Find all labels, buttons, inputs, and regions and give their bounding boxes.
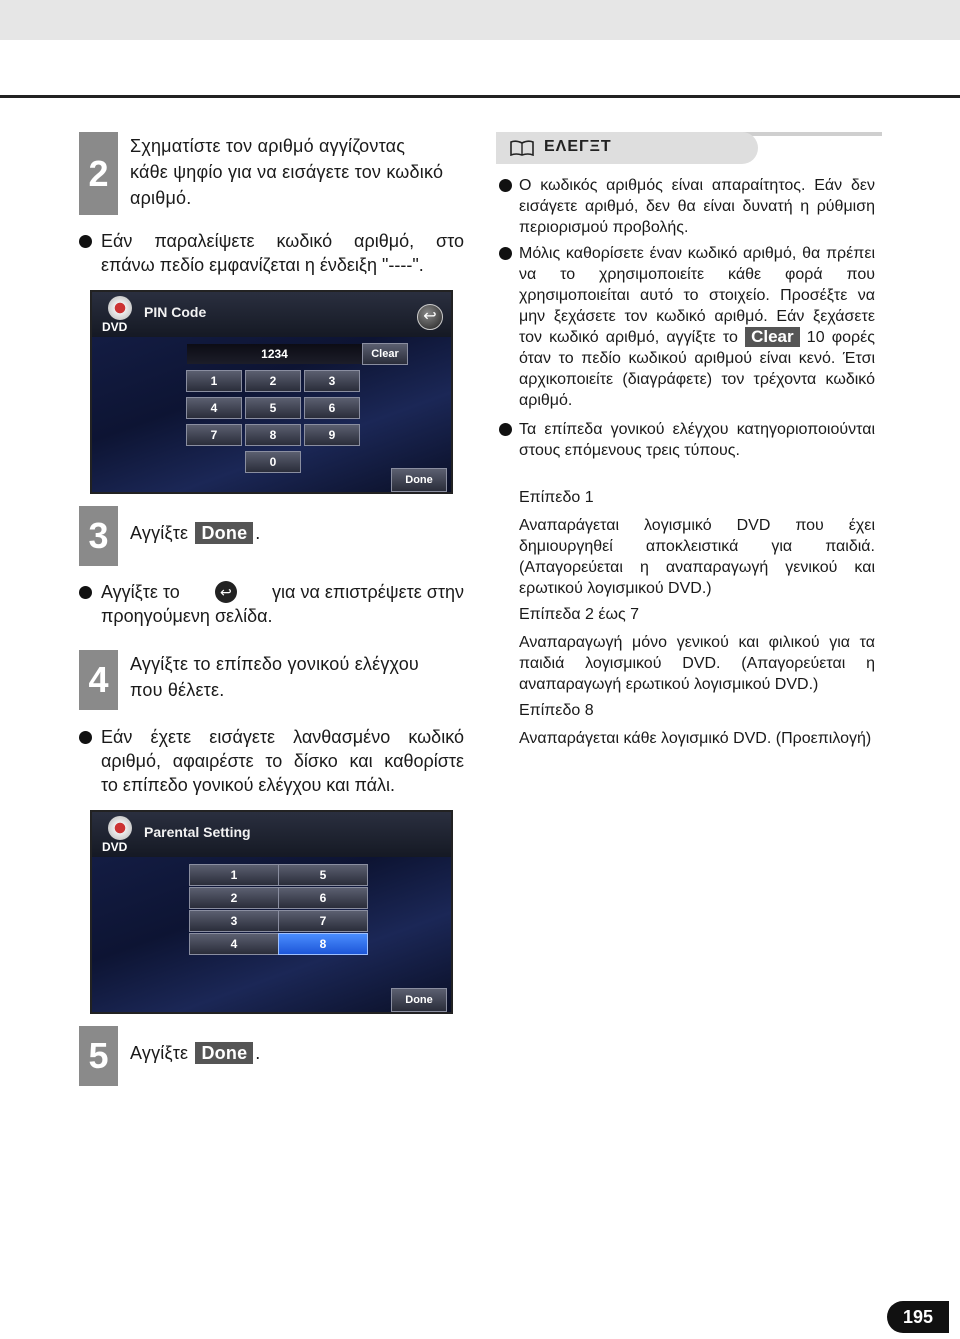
step-2-note-line-2: επάνω πεδίο εμφανίζεται η ένδειξη "----".: [101, 255, 424, 275]
step-4-line-2: που θέλετε.: [130, 680, 225, 700]
level-2-button[interactable]: 2: [189, 887, 279, 909]
step-5-text: [130, 1040, 261, 1066]
key-2[interactable]: 2: [245, 370, 301, 392]
header-rule: [0, 95, 960, 98]
level-1-description: Αναπαράγεται λογισμικό DVD που έχει δημιουργηθεί αποκλειστικά για παιδιά. (Απαγορεύεται η αναπαραγωγή γενικού και ερωτικού λογισμικού DVD.): [519, 517, 875, 597]
level-1-title: Επίπεδο 1: [519, 489, 594, 506]
key-0[interactable]: 0: [245, 451, 301, 473]
dvd-disc-icon: DVD: [100, 296, 140, 336]
return-arrow-icon[interactable]: ↩: [417, 304, 443, 330]
level-5-button[interactable]: 5: [278, 864, 368, 886]
key-5[interactable]: 5: [245, 397, 301, 419]
done-button-label: Done: [195, 522, 253, 544]
step-3-note-prefix: Αγγίξτε το: [101, 582, 180, 602]
key-7[interactable]: 7: [186, 424, 242, 446]
level-6-button[interactable]: 6: [278, 887, 368, 909]
screen-title: PIN Code: [144, 304, 207, 320]
step-5-number: 5: [79, 1026, 118, 1086]
step-3-number: 3: [79, 506, 118, 566]
step-3-prefix: Αγγίξτε: [130, 523, 189, 543]
key-3[interactable]: 3: [304, 370, 360, 392]
check-bullet-1: Ο κωδικός αριθμός είναι απαραίτητος. Εάν δεν εισάγετε αριθμό, δεν θα είναι δυνατή η ρύθμιση περιορισμού προβολής.: [499, 175, 875, 238]
step-3-note: [79, 580, 464, 628]
key-4[interactable]: 4: [186, 397, 242, 419]
top-band: [0, 0, 960, 40]
book-icon: [510, 140, 534, 156]
key-6[interactable]: 6: [304, 397, 360, 419]
step-4-line-1: Αγγίξτε το επίπεδο γονικού ελέγχου: [130, 654, 419, 674]
level-2-7-description: Αναπαραγωγή μόνο γενικού και φιλικού για τα παιδιά λογισμικού DVD. (Απαγορεύεται η αναπαραγωγή ερωτικού λογισμικού DVD.): [519, 634, 875, 693]
parental-setting-screenshot: [90, 810, 453, 1014]
key-1[interactable]: 1: [186, 370, 242, 392]
step-4-number: 4: [79, 650, 118, 710]
check-header: [496, 132, 758, 164]
step-3-note-line-2: προηγούμενη σελίδα.: [101, 606, 273, 626]
done-button-label: Done: [195, 1042, 253, 1064]
clear-button[interactable]: Clear: [362, 343, 408, 365]
step-2-note: [79, 229, 464, 277]
page-number: 195: [887, 1301, 949, 1333]
dvd-disc-icon: DVD: [100, 816, 140, 856]
screen-title: Parental Setting: [144, 824, 251, 840]
step-2-line-3: αριθμό.: [130, 188, 192, 208]
step-2-line-2: κάθε ψηφίο για να εισάγετε τον κωδικό: [130, 162, 444, 182]
step-2-number: 2: [79, 132, 118, 215]
step-4-text: [130, 651, 419, 703]
step-4-note: [79, 725, 464, 797]
key-8[interactable]: 8: [245, 424, 301, 446]
level-7-button[interactable]: 7: [278, 910, 368, 932]
level-3-button[interactable]: 3: [189, 910, 279, 932]
step-5-suffix: .: [255, 1043, 261, 1063]
step-3-suffix: .: [255, 523, 261, 543]
done-button[interactable]: Done: [391, 988, 447, 1012]
level-4-button[interactable]: 4: [189, 933, 279, 955]
level-8-title: Επίπεδο 8: [519, 702, 594, 719]
step-4-note-line-2: αριθμό, αφαιρέστε το δίσκο και καθορίστε: [101, 751, 464, 771]
step-4-note-line-3: το επίπεδο γονικού ελέγχου και πάλι.: [101, 775, 396, 795]
step-2-note-line-1: Εάν παραλείψετε κωδικό αριθμό, στο: [101, 231, 464, 251]
pin-code-screenshot: [90, 290, 453, 494]
step-4-note-line-1: Εάν έχετε εισάγετε λανθασμένο κωδικό: [101, 727, 464, 747]
step-2-text: [130, 133, 470, 211]
level-2-7-title: Επίπεδα 2 έως 7: [519, 606, 640, 623]
pin-display: 1234: [187, 344, 362, 364]
check-heading: ΕΛΕΓΞΤ: [544, 138, 612, 155]
key-9[interactable]: 9: [304, 424, 360, 446]
check-bullet-3: Τα επίπεδα γονικού ελέγχου κατηγοριοποιούνται στους επόμενους τρεις τύπους.: [499, 419, 875, 461]
clear-button-label: Clear: [745, 327, 800, 347]
check-bullet-2: [499, 243, 875, 411]
check-bullet-2-text-a: Μόλις καθορίσετε έναν κωδικό αριθμό, θα πρέπει να το χρησιμοποιείτε κάθε φορά που χρησιμοποιείται αυτό το στοιχείο. Προσέξτε να μην ξεχάσετε τον κωδικό αριθμό. Εάν ξεχάσετε τον κωδικό αριθμό, αγγίξτε το: [519, 245, 875, 346]
step-3-text: [130, 520, 261, 546]
step-2-line-1: Σχηματίστε τον αριθμό αγγίζοντας: [130, 136, 406, 156]
level-1-button[interactable]: 1: [189, 864, 279, 886]
step-3-note-suffix: για να επιστρέψετε στην: [272, 582, 464, 602]
level-8-button[interactable]: 8: [278, 933, 368, 955]
step-5-prefix: Αγγίξτε: [130, 1043, 189, 1063]
done-button[interactable]: Done: [391, 468, 447, 492]
check-bullet-2-text-b: 10 φορές όταν το πεδίο κωδικού αριθμού είναι κενό. Έτσι αρχικοποιείτε (διαγράφετε) τον τρέχοντα κωδικό αριθμό.: [519, 329, 875, 409]
level-8-description: Αναπαράγεται κάθε λογισμικό DVD. (Προεπιλογή): [519, 730, 872, 747]
return-arrow-icon: ↩: [215, 581, 237, 603]
